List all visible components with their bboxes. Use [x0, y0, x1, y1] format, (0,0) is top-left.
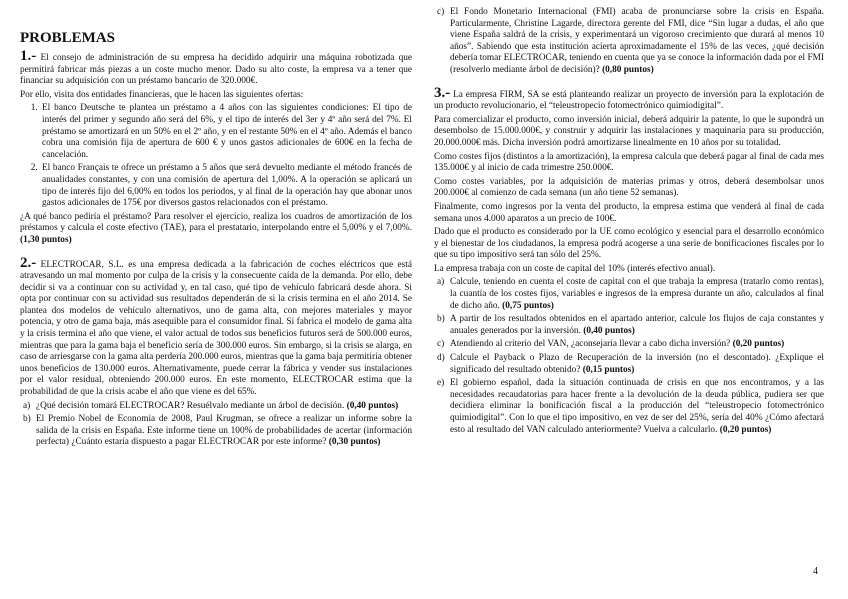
points: (0,40 puntos): [583, 325, 635, 336]
problem-3-paragraph: Como costes fijos (distintos a la amortización), la empresa calcula que deberá pagar al final de cada mes 135.000€ y al inicio de cada trimestre 250.000€.: [434, 151, 824, 174]
list-item: 1. El banco Deutsche te plantea un préstamo a 4 años con las siguientes condiciones: El tipo de interés del primer y segundo año será del 6%, y el tipo de interés del 3er y 4º año será del 7%. El préstamo se amortizará en un 50% en el 2º año, y en el restante 50% en el 4º año. Además el banco cobra una comisión fija de apertura de 600 € y unos gastos adicionales de 600€ en la fecha de cancelación.: [40, 103, 412, 161]
problem-3-paragraph: Finalmente, como ingresos por la venta del producto, la empresa estima que venderá al final de cada semana unos 4.000 aparatos a un precio de 100€.: [434, 201, 824, 224]
right-column: [434, 7, 824, 438]
problem-1-question: ¿A qué banco pediría el préstamo? Para resolver el ejercicio, realiza los cuadros de amortización de los préstamos y calcula el coste efectivo (TAE), para el prestatario, interpolando entre el 5,00% y el 7,00%. (1,30 puntos): [20, 211, 412, 245]
problem-3-paragraph: Para comercializar el producto, como inversión inicial, deberá adquirir la patente, lo que le supondrá un desembolso de 15.000.000€, y construir y adquirir las instalaciones y maquinaria para su producción, 20.000.000€ más. Dicha inversión podrá amortizarse linealmente en 10 años por su totalidad.: [434, 114, 824, 148]
points: (1,30 puntos): [20, 234, 72, 245]
page-title: PROBLEMAS: [20, 30, 116, 46]
problem-2-questions-continued: [434, 7, 824, 77]
points: (0,80 puntos): [602, 64, 654, 75]
points: (0,15 puntos): [582, 364, 635, 375]
problem-1-offer-list: [20, 103, 412, 209]
list-item: c) Atendiendo al criterio del VAN, ¿aconsejaría llevar a cabo dicha inversión? (0,20 puntos): [437, 339, 785, 350]
problem-1-number: 1.-: [20, 48, 37, 64]
problem-3-paragraph: La empresa trabaja con un coste de capital del 10% (interés efectivo anual).: [434, 263, 716, 274]
problem-3-number: 3.-: [434, 84, 451, 101]
list-item: e) El gobierno español, dada la situación continuada de crisis en que nos encontramos, y a las necesidades recaudatorias para hacer frente a la devolución de la deuda pública, pudiera ser que decidiera eliminar la bonificación fiscal a la producción del “teleustropecio fotomectrónico quimiodigital”. Con lo que el tipo impositivo, en vez de ser del 25%, sería del 40% ¿Cómo afectará esto al resultado del VAN calculado anteriormente? Vuelva a calcularlo. (0,20 puntos): [437, 378, 824, 435]
list-item: 2. El banco Français te ofrece un préstamo a 5 años que será devuelto mediante el método francés de anualidades constantes, y con una comisión de apertura del 1,00%. A la operación se aplicará un tipo de interés fijo del 6,00% en todos los periodos, y al final de la operación hay que abonar unos gastos adicionales de 175€ por diversos gastos relacionados con el préstamo.: [40, 163, 412, 209]
list-item: a) ¿Qué decisión tomará ELECTROCAR? Resuélvalo mediante un árbol de decisión. (0,40 puntos): [23, 400, 399, 411]
page-number: 4: [813, 566, 818, 577]
list-item: b) El Premio Nobel de Economía de 2008, Paul Krugman, se ofrece a realizar un informe sobre la salida de la crisis en España. Este informe tiene un 100% de probabilidades de acertar (información perfecta) ¿Cuánto estaría dispuesto a pagar ELECTROCAR por este informe? (0,30 puntos): [23, 414, 412, 448]
list-item: d) Calcule el Payback o Plazo de Recuperación de la inversión (no el descontado). ¿Explique el significado del resultado obtenido? (0,15 puntos): [437, 353, 824, 375]
points: (0,40 puntos): [346, 400, 399, 411]
problem-3-intro: 3.- La empresa FIRM, SA se está planteando realizar un proyecto de inversión para la explotación de un producto revolucionario, el “teleustropecio fotomectrónico quimiodigital”.: [434, 84, 825, 112]
list-item: a) Calcule, teniendo en cuenta el coste de capital con el que trabaja la empresa (tratarlo como rentas), la cuantía de los costes fijos, variables e ingresos de la empresa durante un año, calculados al final de dicho año. (0,75 puntos): [437, 277, 824, 311]
points: (0,20 puntos): [732, 339, 785, 350]
list-item: c) El Fondo Monetario Internacional (FMI) acaba de pronunciarse sobre la crisis en España. Particularmente, Christine Lagarde, directora gerente del FMI, dice “Sin lugar a dudas, el año que viene España saldrá de la crisis, y experimentará un vigoroso crecimiento que durará al menos 10 años”. Sabiendo que esta institución acierta aproximadamente el 15% de las veces, ¿qué decisión debería tomar ELECTROCAR, teniendo en cuenta que ya se conoce la información dada por el FMI (resolverlo mediante árbol de decisión)? (0,80 puntos): [437, 7, 824, 75]
points: (0,20 puntos): [719, 424, 772, 435]
problem-2-number: 2.-: [20, 254, 37, 271]
problem-3-paragraph: Dado que el producto es considerado por la UE como ecológico y esencial para el desarrollo económico y el bienestar de los ciudadanos, la empresa podrá acogerse a una serie de bonificaciones fiscales por lo que su tipo impositivo será tan sólo del 25%.: [434, 227, 824, 261]
left-column: [20, 30, 412, 451]
problem-1-offers-intro: Por ello, visita dos entidades financieras, que le hacen las siguientes ofertas:: [20, 89, 304, 100]
points: (0,75 puntos): [502, 300, 554, 311]
problem-2-body: 2.- ELECTROCAR, S.L. es una empresa dedicada a la fabricación de coches eléctricos que está atravesando un mal momento por culpa de la crisis y la consecuente caída de la demanda. Por ello, debe decidir si va a continuar con su actividad y, en tal caso, qué tipo de vehículo fabricará desde ahora. Si opta por continuar con su actividad sus resultados dependerán de si la crisis termina en el año 2014. Se plantea dos modelos de vehículo alternativos, uno de gama alta, con mejores materiales y mayor potencia, y otro de gama baja, más asequible para el consumidor final. Si fabrica el modelo de gama alta y la crisis termina el año que viene, el valor actual de todos sus beneficios futuros será de 500.000 euros, mientras que para la gama baja el beneficio sería de 300.000 euros. Sin embargo, si la crisis se alarga, en caso de arriesgarse con la gama alta perdería 200.000 euros, mientras que la gama baja permitiría obtener unos beneficios de 130.000 euros. Alternativamente, puede cerrar la fábrica y vender sus instalaciones por el valor residual, obteniendo 200.000 euros. En este momento, ELECTROCAR estima que la probabilidad de que la crisis acabe el año que viene es del 65%.: [20, 254, 412, 398]
problem-1-intro: 1.- El consejo de administración de su empresa ha decidido adquirir una máquina robotizada que permitirá fabricar más piezas a un coste mucho menor. Dado su alto coste, la empresa va a tener que financiar su adquisición con un préstamo bancario de 320.000€.: [20, 48, 412, 87]
problem-3-paragraph: Como costes variables, por la adquisición de materias primas y otros, deberá desembolsar unos 200.000€ al comienzo de cada semana (un año tiene 52 semanas).: [434, 176, 824, 199]
problem-2-questions: [20, 401, 412, 449]
list-item: b) A partir de los resultados obtenidos en el apartado anterior, calcule los flujos de caja constantes y anuales generados por la inversión. (0,40 puntos): [437, 314, 824, 336]
points: (0,30 puntos): [328, 437, 381, 448]
problem-3-questions: [434, 277, 824, 436]
